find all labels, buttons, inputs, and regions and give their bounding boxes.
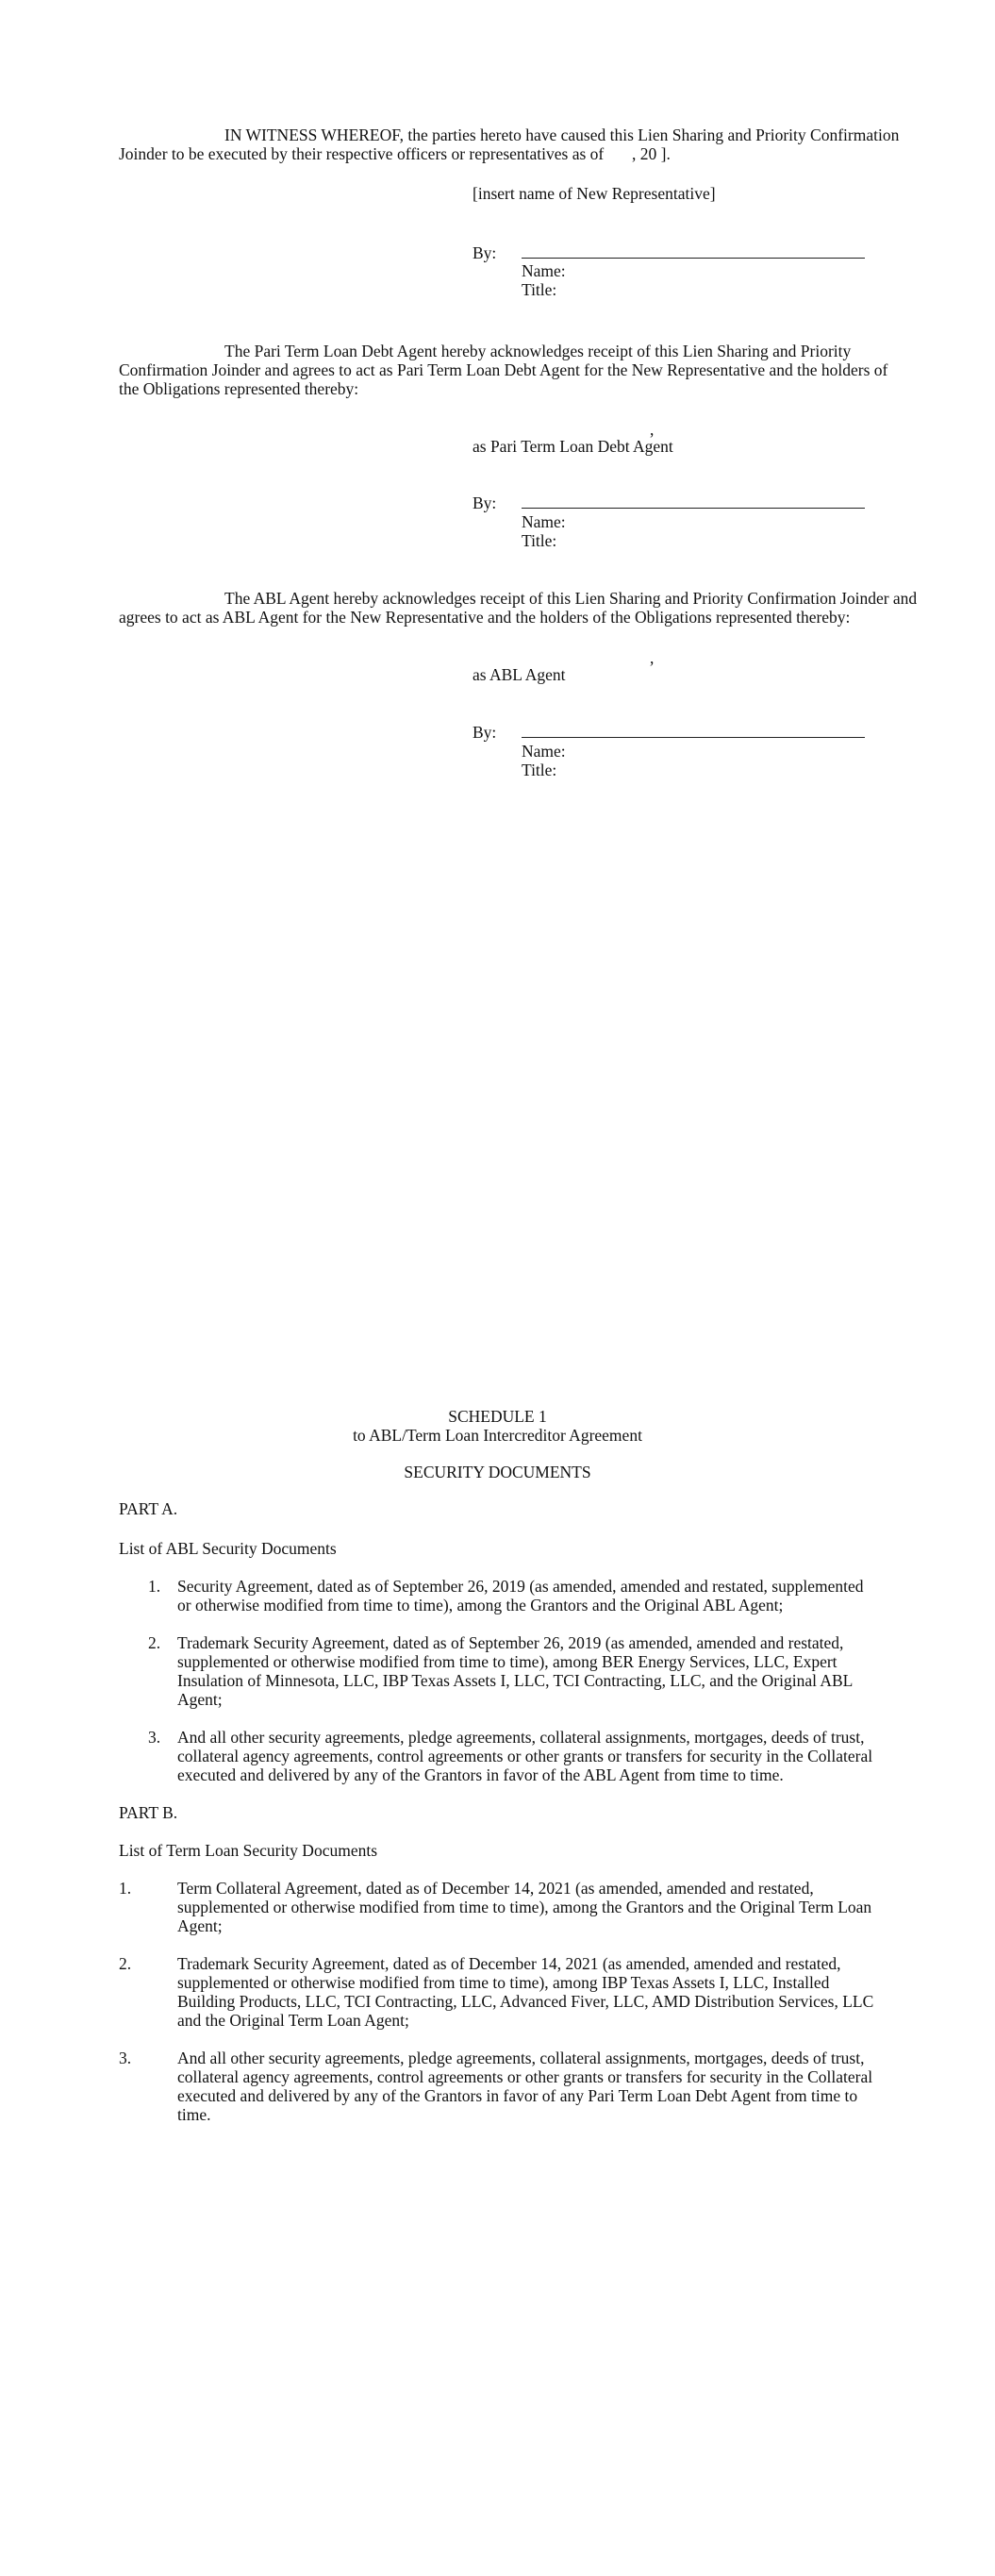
list-item-line: Trademark Security Agreement, dated as of September 26, 2019 (as amended, amended and restated, [177,1633,844,1652]
witness-line-1: IN WITNESS WHEREOF, the parties hereto have caused this Lien Sharing and Priority Confirmation [224,125,900,144]
list-item-line: collateral agency agreements, control agreements or other grants or transfers for security in the Collateral [177,1747,873,1765]
list-item-line: Building Products, LLC, TCI Contracting, LLC, Advanced Fiver, LLC, AMD Distribution Services, LLC [177,1992,874,2011]
part-b-list-title: List of Term Loan Security Documents [119,1841,378,1860]
list-item-line: Insulation of Minnesota, LLC, IBP Texas Assets I, LLC, TCI Contracting, LLC, and the Original ABL [177,1671,854,1690]
pari-ack-line-1: The Pari Term Loan Debt Agent hereby acknowledges receipt of this Lien Sharing and Priority [224,342,852,360]
list-item-line: time. [177,2105,211,2124]
list-item-line: Agent; [177,1690,223,1709]
list-item-text [177,1633,875,1709]
part-a-list-title: List of ABL Security Documents [119,1539,337,1558]
list-item-number: 2. [148,1633,161,1652]
list-item-text [177,2049,875,2124]
new-representative-name-placeholder: [insert name of New Representative] [473,184,716,203]
by-label: By: [473,723,497,742]
list-item-line: executed and delivered by any of the Grantors in favor of the ABL Agent from time to time. [177,1765,784,1784]
signature-line [522,258,865,259]
list-item-line: And all other security agreements, pledge agreements, collateral assignments, mortgages, deeds of trust, [177,1728,865,1747]
abl-ack-line-2: agrees to act as ABL Agent for the New Representative and the holders of the Obligations represented thereby: [119,608,851,627]
list-item-line: Trademark Security Agreement, dated as of December 14, 2021 (as amended, amended and restated, [177,1954,841,1973]
abl-agent-capacity-label: as ABL Agent [473,665,566,684]
list-item-line: collateral agency agreements, control agreements or other grants or transfers for security in the Collateral [177,2067,873,2086]
list-item-line: supplemented or otherwise modified from time to time), among BER Energy Services, LLC, Expert [177,1652,837,1671]
name-blank-comma: , [650,648,655,667]
list-item-number: 3. [148,1728,161,1747]
list-item-text [177,1728,875,1784]
list-item-number: 1. [148,1577,161,1596]
signature-line [522,737,865,738]
name-label: Name: [522,512,566,531]
list-item-line: Term Collateral Agreement, dated as of December 14, 2021 (as amended, amended and restated, [177,1879,814,1898]
name-label: Name: [522,261,566,280]
schedule-title: SCHEDULE 1 [448,1407,547,1426]
list-item-number: 1. [119,1879,132,1898]
list-item-line: supplemented or otherwise modified from time to time), among IBP Texas Assets I, LLC, Installed [177,1973,830,1992]
by-label: By: [473,243,497,262]
title-label: Title: [522,761,557,779]
pari-agent-capacity-label: as Pari Term Loan Debt Agent [473,437,673,456]
name-label: Name: [522,742,566,761]
list-item-text [177,1879,875,1935]
list-item-line: and the Original Term Loan Agent; [177,2011,409,2030]
list-item-line: or otherwise modified from time to time), among the Grantors and the Original ABL Agent; [177,1596,784,1614]
list-item-line: And all other security agreements, pledge agreements, collateral assignments, mortgages, deeds of trust, [177,2049,865,2067]
pari-ack-line-3: the Obligations represented thereby: [119,379,359,398]
witness-date-tail: , 20 ]. [632,144,671,163]
list-item-text [177,1577,875,1614]
section-title: SECURITY DOCUMENTS [404,1463,591,1481]
signature-line [522,508,865,509]
witness-line-2: Joinder to be executed by their respective officers or representatives as of [119,144,605,163]
list-item-line: Agent; [177,1916,223,1935]
list-item-line: supplemented or otherwise modified from time to time), among the Grantors and the Original Term Loan [177,1898,872,1916]
list-item-line: executed and delivered by any of the Grantors in favor of any Pari Term Loan Debt Agent from time to [177,2086,858,2105]
name-blank-comma: , [650,420,655,439]
pari-ack-line-2: Confirmation Joinder and agrees to act as Pari Term Loan Debt Agent for the New Representative and the holders of [119,360,888,379]
abl-ack-line-1: The ABL Agent hereby acknowledges receipt of this Lien Sharing and Priority Confirmation Joinder and [224,589,918,608]
list-item-number: 2. [119,1954,132,1973]
part-a-heading: PART A. [119,1499,178,1518]
list-item-text [177,1954,875,2030]
schedule-subtitle: to ABL/Term Loan Intercreditor Agreement [353,1426,642,1445]
title-label: Title: [522,531,557,550]
part-b-heading: PART B. [119,1803,178,1822]
by-label: By: [473,493,497,512]
list-item-number: 3. [119,2049,132,2067]
title-label: Title: [522,280,557,299]
list-item-line: Security Agreement, dated as of September 26, 2019 (as amended, amended and restated, supplemented [177,1577,864,1596]
